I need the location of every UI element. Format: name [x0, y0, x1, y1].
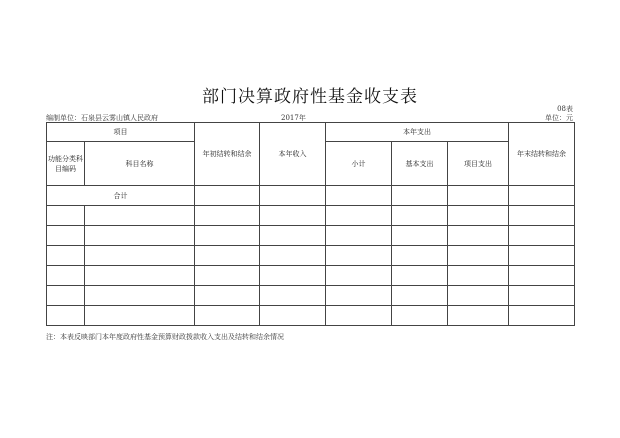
document-title: 部门决算政府性基金收支表 [202, 87, 418, 107]
total-label: 合计 [47, 186, 195, 206]
cell-code [47, 206, 85, 226]
cell-code [47, 286, 85, 306]
cell-code [47, 266, 85, 286]
header-row-1 [47, 123, 575, 142]
cell-code [47, 226, 85, 246]
cell-subtotal [326, 226, 392, 246]
cell-basic [392, 286, 448, 306]
cell-name [85, 266, 195, 286]
cell-basic [392, 246, 448, 266]
header-opening-balance: 年初结转和结余 [195, 123, 260, 186]
cell-basic [392, 306, 448, 326]
cell-closing [509, 266, 575, 286]
table-row [47, 286, 575, 306]
cell-project [448, 266, 509, 286]
total-income [260, 186, 326, 206]
cell-basic [392, 266, 448, 286]
total-subtotal [326, 186, 392, 206]
cell-subtotal [326, 246, 392, 266]
cell-income [260, 306, 326, 326]
footnote: 注：本表反映部门本年度政府性基金预算财政拨款收入支出及结转和结余情况 [46, 333, 284, 341]
cell-name [85, 286, 195, 306]
cell-subtotal [326, 266, 392, 286]
header-closing-balance: 年末结转和结余 [509, 123, 575, 186]
total-project [448, 186, 509, 206]
cell-closing [509, 206, 575, 226]
cell-income [260, 206, 326, 226]
cell-opening [195, 266, 260, 286]
table-row [47, 306, 575, 326]
cell-project [448, 226, 509, 246]
cell-opening [195, 246, 260, 266]
cell-opening [195, 206, 260, 226]
cell-opening [195, 306, 260, 326]
cell-project [448, 286, 509, 306]
cell-closing [509, 286, 575, 306]
table-row [47, 226, 575, 246]
header-annual-income: 本年收入 [260, 123, 326, 186]
table-row [47, 246, 575, 266]
header-subtotal: 小计 [326, 142, 392, 186]
cell-basic [392, 226, 448, 246]
cell-closing [509, 246, 575, 266]
table-row [47, 266, 575, 286]
cell-closing [509, 306, 575, 326]
header-item-group: 项目 [47, 123, 195, 142]
cell-opening [195, 226, 260, 246]
cell-name [85, 246, 195, 266]
header-basic-expenditure: 基本支出 [392, 142, 448, 186]
total-opening [195, 186, 260, 206]
total-closing [509, 186, 575, 206]
header-subject-name: 科目名称 [85, 142, 195, 186]
header-annual-expenditure: 本年支出 [326, 123, 509, 142]
report-year: 2017年 [281, 114, 306, 122]
cell-name [85, 206, 195, 226]
cell-code [47, 246, 85, 266]
cell-project [448, 206, 509, 226]
form-number: 08表 [557, 105, 573, 113]
cell-basic [392, 206, 448, 226]
cell-subtotal [326, 286, 392, 306]
cell-name [85, 226, 195, 246]
cell-code [47, 306, 85, 326]
cell-name [85, 306, 195, 326]
cell-closing [509, 226, 575, 246]
fund-table [46, 122, 575, 326]
cell-subtotal [326, 206, 392, 226]
cell-income [260, 266, 326, 286]
cell-opening [195, 286, 260, 306]
cell-project [448, 306, 509, 326]
total-row [47, 186, 575, 206]
cell-income [260, 286, 326, 306]
cell-income [260, 226, 326, 246]
reporting-unit: 编制单位：石泉县云雾山镇人民政府 [46, 114, 158, 122]
cell-income [260, 246, 326, 266]
table-row [47, 206, 575, 226]
header-project-expenditure: 项目支出 [448, 142, 509, 186]
cell-subtotal [326, 306, 392, 326]
cell-project [448, 246, 509, 266]
header-func-code: 功能分类科目编码 [47, 142, 85, 186]
total-basic [392, 186, 448, 206]
money-unit: 单位：元 [545, 114, 573, 122]
